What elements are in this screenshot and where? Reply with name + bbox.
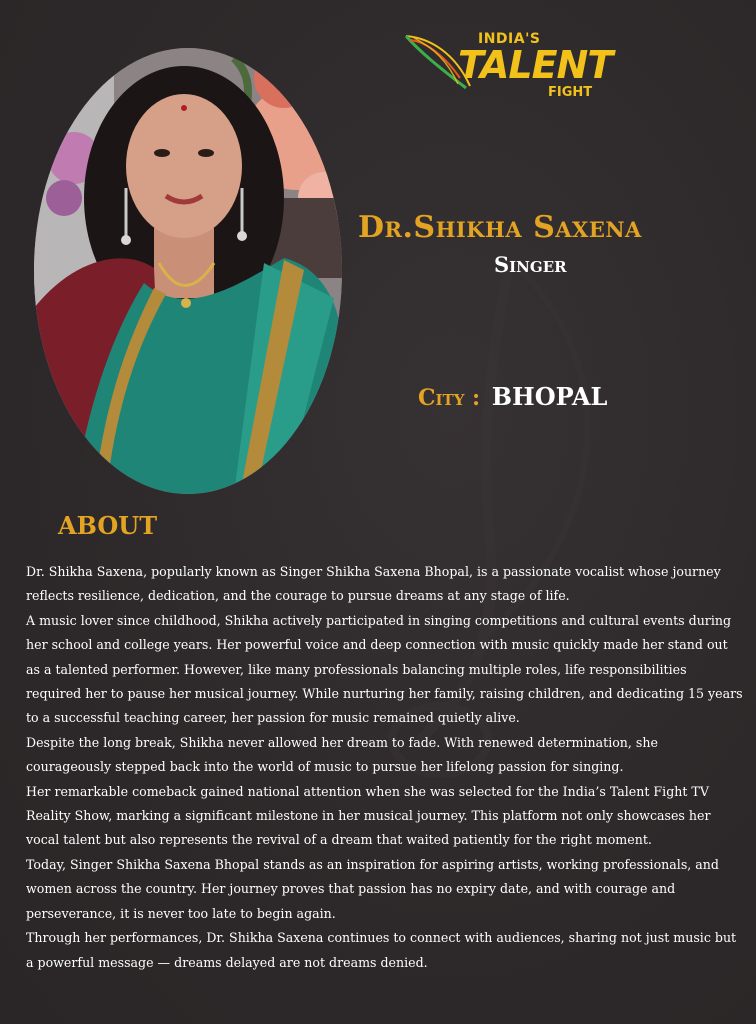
about-paragraph: Through her performances, Dr. Shikha Saxena continues to connect with audiences, sharing not just music but a powerful message — dreams delayed are not dreams denied. [26, 930, 737, 970]
about-paragraph: A music lover since childhood, Shikha actively participated in singing competitions and cultural events during her school and college years. Her powerful voice and deep connection with music quickly made her stand out as a talented performer. However, like many professionals balancing multiple roles, life responsibilities required her to pause her musical journey. While nurturing her family, raising children, and dedicating 15 years to a successful teaching career, her passion for music remained quietly alive. [26, 612, 743, 726]
logo-line-2: TALENT [458, 43, 613, 87]
person-role: Singer [494, 252, 567, 277]
logo-line-1: INDIA'S [478, 31, 541, 47]
person-name: Dr.Shikha Saxena [358, 210, 642, 245]
city-row [418, 382, 607, 411]
city-label: City : [418, 385, 481, 411]
about-paragraph: Her remarkable comeback gained national attention when she was selected for the India’s Talent Fight TV Reality Show, marking a significant milestone in her musical journey. This platform not only showcases her vocal talent but also represents the revival of a dream that waited patiently for the right moment. [26, 783, 711, 848]
about-body [26, 560, 744, 975]
about-paragraph: Despite the long break, Shikha never allowed her dream to fade. With renewed determination, she courageously stepped back into the world of music to pursue her lifelong passion for singing. [26, 734, 658, 775]
logo-line-3: FIGHT [548, 85, 593, 100]
about-paragraph: Today, Singer Shikha Saxena Bhopal stands as an inspiration for aspiring artists, working professionals, and women across the country. Her journey proves that passion has no expiry date, and with courage and perseverance, it is never too late to begin again. [26, 856, 719, 921]
about-paragraph: Dr. Shikha Saxena, popularly known as Singer Shikha Saxena Bhopal, is a passionate vocalist whose journey reflects resilience, dedication, and the courage to pursue dreams at any stage of life. [26, 564, 721, 604]
india-talent-fight-logo [400, 24, 613, 104]
about-heading: ABOUT [58, 511, 158, 540]
city-value: BHOPAL [491, 382, 608, 411]
portrait-photo [34, 48, 342, 494]
